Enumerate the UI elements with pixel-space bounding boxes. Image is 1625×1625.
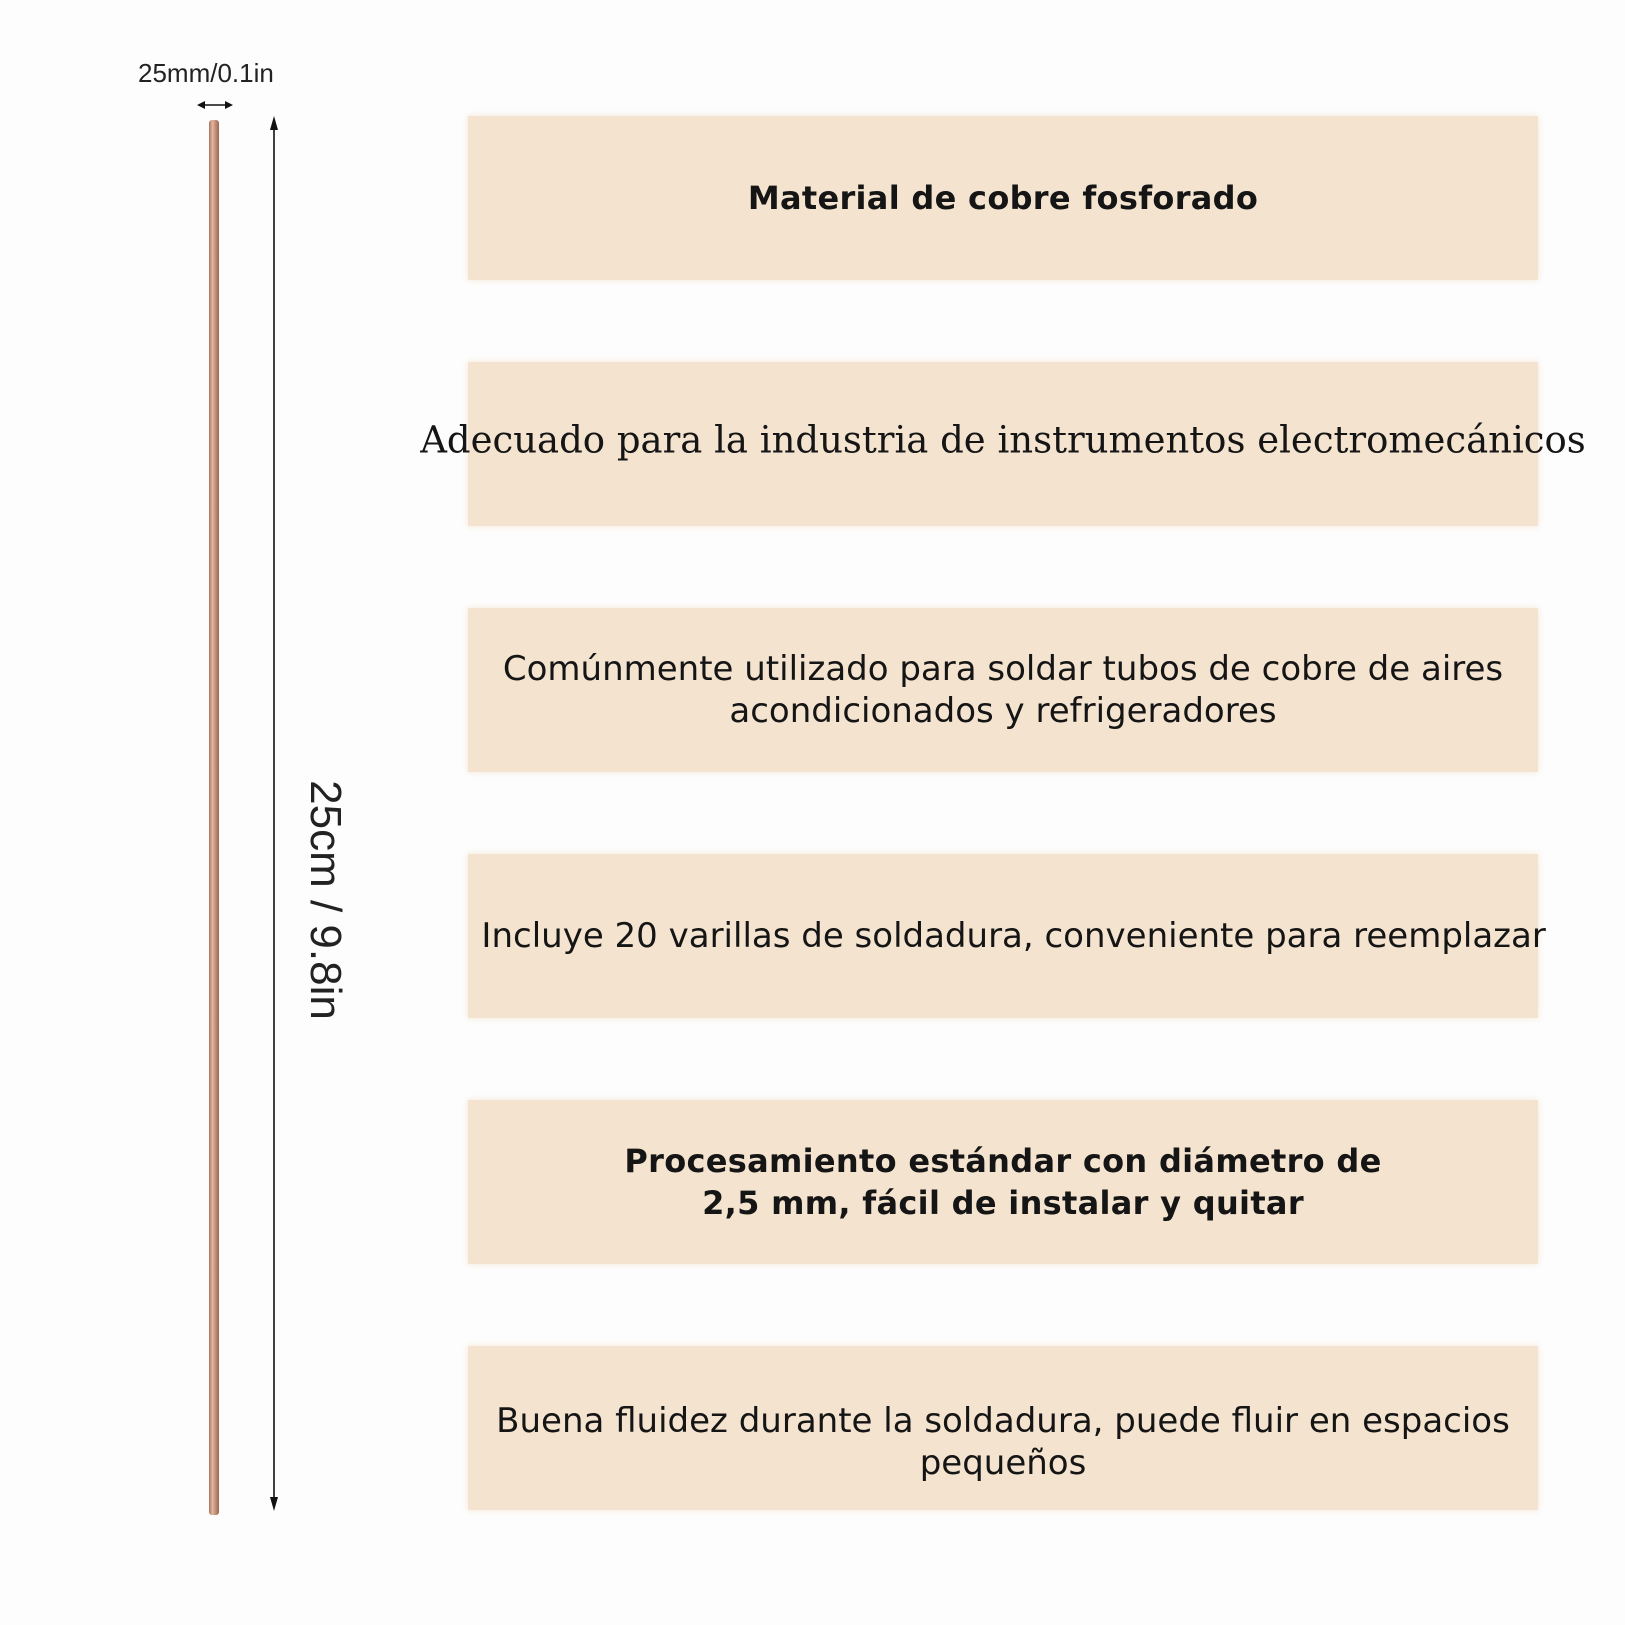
feature-text: Buena fluidez durante la soldadura, puede fluir en espacios pequeños <box>496 1401 1510 1483</box>
feature-text: Adecuado para la industria de instrumentos electromecánicos <box>420 418 1586 462</box>
feature-item <box>468 1346 1538 1510</box>
double-arrow-vertical-icon <box>270 116 278 1511</box>
double-arrow-horizontal-icon <box>197 101 233 109</box>
rod-drawing <box>0 0 420 1625</box>
feature-text: Incluye 20 varillas de soldadura, conveniente para reemplazar <box>481 916 1546 956</box>
rod-dimension-diagram <box>0 0 420 1625</box>
length-label: 25cm / 9.8in <box>301 780 350 1020</box>
feature-text: Material de cobre fosforado <box>747 179 1259 217</box>
feature-text: Comúnmente utilizado para soldar tubos de cobre de aires acondicionados y refrigeradores <box>502 649 1504 731</box>
feature-item <box>468 608 1538 772</box>
feature-text: Procesamiento estándar con diámetro de 2,5 mm, fácil de instalar y quitar <box>624 1142 1382 1222</box>
feature-item <box>468 854 1546 1018</box>
feature-item <box>468 116 1538 280</box>
feature-item <box>468 1100 1538 1264</box>
copper-rod <box>209 120 219 1515</box>
feature-list <box>420 116 1586 1592</box>
diameter-label: 25mm/0.1in <box>138 58 274 88</box>
feature-item <box>420 362 1586 526</box>
